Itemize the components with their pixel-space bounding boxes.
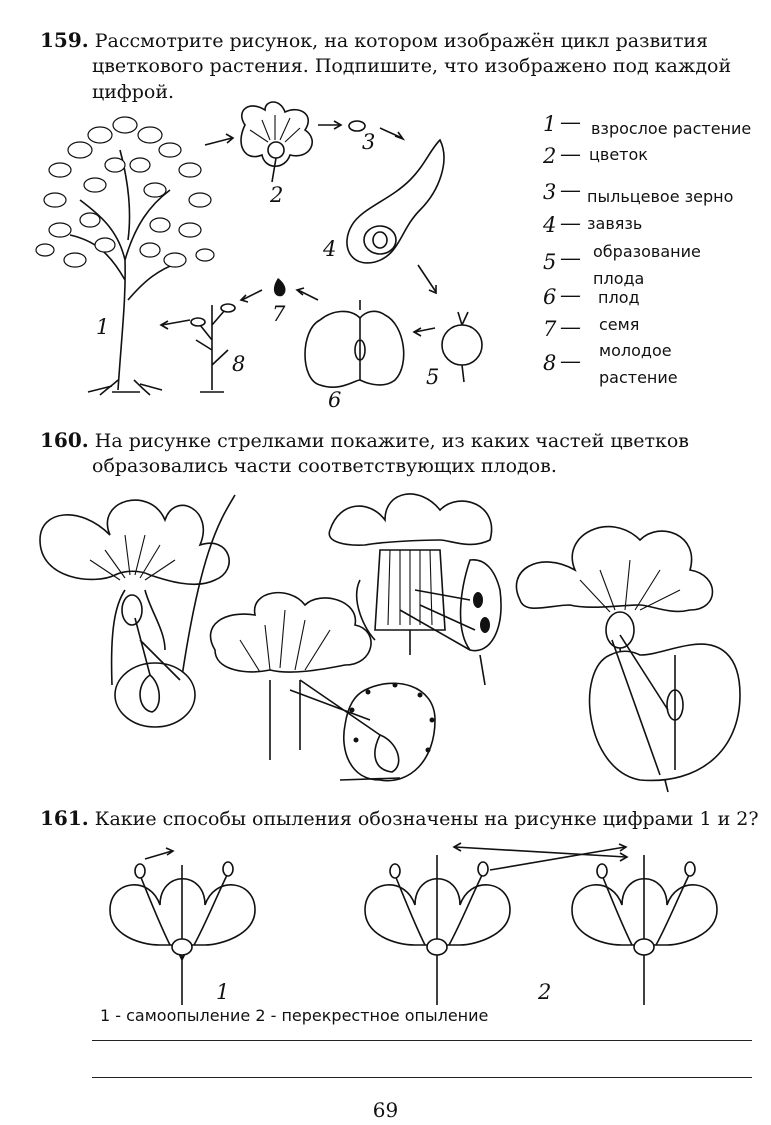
answer-text-7: семя	[599, 315, 640, 334]
answer-sep-5: —	[560, 246, 581, 270]
answer-text-2: цветок	[589, 145, 648, 164]
answer-number-4: 4	[543, 213, 557, 237]
flower-fruit-figure	[0, 480, 771, 800]
figure-label-8: 8	[232, 352, 246, 376]
answer-number-3: 3	[543, 180, 557, 204]
cross-pollination-flower-left	[365, 855, 510, 1005]
answer-number-1: 1	[543, 112, 557, 136]
task-160-line1: На рисунке стрелками покажите, из каких частей цветков	[94, 430, 689, 452]
task-160-line2: образовались части соответствующих плодов.	[92, 455, 557, 477]
figure-label-5: 5	[426, 365, 440, 389]
figure-label-4: 4	[323, 237, 337, 261]
figure-label-3: 3	[362, 130, 376, 154]
answer-text-3: пыльцевое зерно	[587, 187, 734, 206]
task-161-text	[40, 806, 760, 831]
answer-sep-1: —	[560, 110, 581, 134]
answer-text-8: молодое	[599, 341, 672, 360]
figure-label-1: 1	[96, 315, 110, 339]
answer-number-6: 6	[543, 285, 557, 309]
flower-d-illustration	[516, 527, 740, 792]
task-159-number: 159.	[40, 28, 89, 52]
ovary-illustration	[347, 140, 444, 263]
answer-sep-6: —	[560, 283, 581, 307]
seed-illustration	[274, 278, 286, 296]
pollination-label-1: 1	[216, 980, 230, 1004]
answer-sep-3: —	[560, 178, 581, 202]
answer-text-4: завязь	[587, 214, 643, 233]
page-number: 69	[372, 1098, 399, 1122]
task-159-line3: цифрой.	[92, 81, 175, 103]
answer-sep-4: —	[560, 211, 581, 235]
answer-text-5: образование	[593, 242, 701, 261]
answer-number-5: 5	[543, 250, 557, 274]
answer-number-2: 2	[543, 144, 557, 168]
task-161-answer: 1 - самоопыление 2 - перекрестное опыление	[100, 1006, 489, 1025]
answer-number-7: 7	[543, 317, 557, 341]
pollination-label-2: 2	[538, 980, 552, 1004]
figure-label-2: 2	[270, 183, 284, 207]
answer-text-5b: плода	[593, 269, 645, 288]
figure-label-6: 6	[328, 388, 342, 412]
task-161-question: Какие способы опыления обозначены на рисунке цифрами 1 и 2?	[94, 808, 759, 830]
task-161-number: 161.	[40, 806, 89, 830]
flower-illustration	[241, 102, 312, 182]
answer-line-2	[92, 1077, 752, 1078]
adult-tree-illustration	[36, 117, 214, 395]
task-160-text	[40, 428, 760, 453]
answer-number-8: 8	[543, 351, 557, 375]
answer-sep-2: —	[560, 142, 581, 166]
answer-text-1: взрослое растение	[591, 119, 752, 138]
answer-text-6: плод	[598, 288, 640, 307]
pollination-figure	[0, 835, 771, 1015]
self-pollination-flower	[110, 848, 255, 1005]
answer-line-1	[92, 1040, 752, 1041]
answer-sep-8: —	[560, 349, 581, 373]
apple-cut-illustration	[305, 300, 404, 387]
forming-fruit-illustration	[442, 312, 482, 382]
flower-a-illustration	[40, 495, 235, 727]
figure-label-7: 7	[272, 302, 286, 326]
cross-pollination-flower-right	[572, 855, 717, 1005]
answer-sep-7: —	[560, 315, 581, 339]
task-159-line2: цветкового растения. Подпишите, что изображено под каждой	[92, 55, 732, 77]
task-159-line1: Рассмотрите рисунок, на котором изображён цикл развития	[94, 30, 708, 52]
seedling-illustration	[191, 304, 235, 392]
task-160-number: 160.	[40, 428, 89, 452]
answer-text-8b: растение	[599, 368, 678, 387]
